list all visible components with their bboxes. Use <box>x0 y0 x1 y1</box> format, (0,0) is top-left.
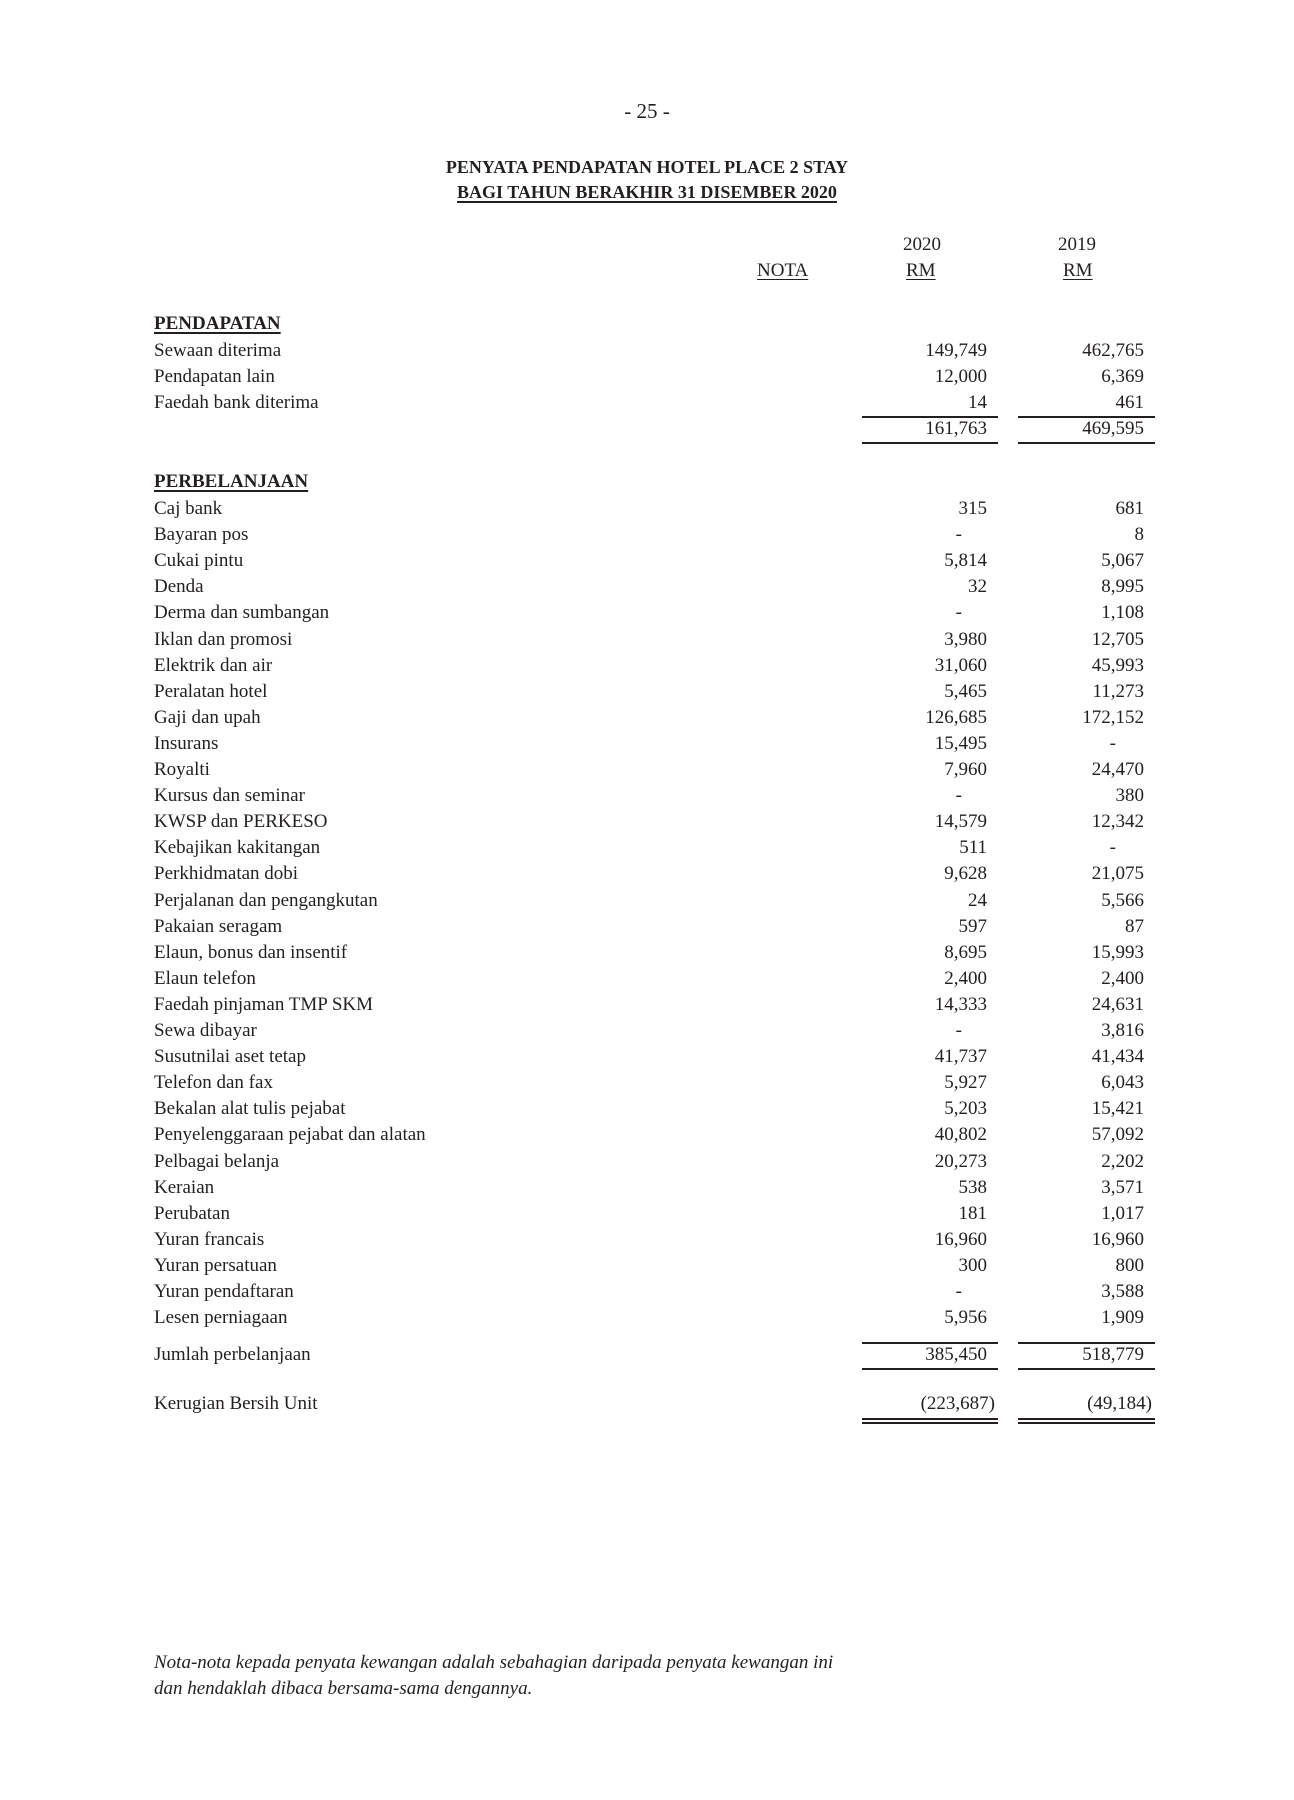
column-header-year-2019: 2019 <box>1058 234 1096 255</box>
value-2020: 538 <box>958 1177 987 1198</box>
row-label: Perjalanan dan pengangkutan <box>154 890 378 911</box>
value-2020: 14,579 <box>934 811 987 832</box>
section-heading-income: PENDAPATAN <box>154 313 281 334</box>
section-heading-expenses: PERBELANJAAN <box>154 471 309 492</box>
row-label: Elaun, bonus dan insentif <box>154 942 348 963</box>
value-2019: 462,765 <box>1082 340 1144 361</box>
table-row <box>0 681 1294 707</box>
value-2020: 5,927 <box>944 1072 987 1093</box>
net-loss-row <box>0 1393 1294 1419</box>
table-row <box>0 1281 1294 1307</box>
table-row <box>0 916 1294 942</box>
value-2020: - <box>955 1281 962 1302</box>
row-label: Cukai pintu <box>154 550 244 571</box>
row-label: Kursus dan seminar <box>154 785 305 806</box>
value-2019: 461 <box>1115 392 1144 413</box>
row-label: Pendapatan lain <box>154 366 275 387</box>
income-total-row <box>0 418 1294 444</box>
total-rule <box>1018 442 1155 444</box>
row-label: Keraian <box>154 1177 215 1198</box>
value-2020: 597 <box>958 916 987 937</box>
value-2019: 5,566 <box>1101 890 1144 911</box>
value-2019: - <box>1109 837 1116 858</box>
value-2020: - <box>955 785 962 806</box>
row-label: Jumlah perbelanjaan <box>154 1344 311 1365</box>
expense-total-2020: 385,450 <box>925 1344 987 1365</box>
value-2019: 57,092 <box>1091 1124 1144 1145</box>
footer-note-line1: Nota-nota kepada penyata kewangan adalah sebahagian daripada penyata kewangan ini <box>154 1652 834 1673</box>
value-2019: 24,631 <box>1091 994 1144 1015</box>
value-2019: 16,960 <box>1091 1229 1144 1250</box>
value-2020: 14 <box>968 392 987 413</box>
value-2019: 1,017 <box>1101 1203 1144 1224</box>
value-2020: 7,960 <box>944 759 987 780</box>
row-label: Perubatan <box>154 1203 230 1224</box>
table-row <box>0 524 1294 550</box>
value-2019: 8 <box>1134 524 1144 545</box>
value-2019: 2,202 <box>1101 1151 1144 1172</box>
value-2020: 126,685 <box>925 707 987 728</box>
row-label: Gaji dan upah <box>154 707 261 728</box>
table-row <box>0 733 1294 759</box>
value-2020: 5,465 <box>944 681 987 702</box>
total-rule <box>862 442 998 444</box>
table-row <box>0 602 1294 628</box>
value-2020: 511 <box>959 837 987 858</box>
table-row <box>0 366 1294 392</box>
value-2019: 8,995 <box>1101 576 1144 597</box>
value-2020: 32 <box>968 576 987 597</box>
value-2019: 3,571 <box>1101 1177 1144 1198</box>
row-label: Elaun telefon <box>154 968 256 989</box>
row-label: Susutnilai aset tetap <box>154 1046 306 1067</box>
table-row <box>0 1124 1294 1150</box>
value-2019: 172,152 <box>1082 707 1144 728</box>
row-label: Derma dan sumbangan <box>154 602 330 623</box>
footer-note-line2: dan hendaklah dibaca bersama-sama dengannya. <box>154 1678 533 1699</box>
value-2019: 380 <box>1115 785 1144 806</box>
value-2019: 11,273 <box>1092 681 1144 702</box>
table-row <box>0 994 1294 1020</box>
value-2019: 2,400 <box>1101 968 1144 989</box>
value-2019: 12,342 <box>1091 811 1144 832</box>
row-label: Bekalan alat tulis pejabat <box>154 1098 346 1119</box>
table-row <box>0 1307 1294 1333</box>
value-2019: 12,705 <box>1091 629 1144 650</box>
column-header-currency-2019: RM <box>1063 260 1093 281</box>
value-2020: 12,000 <box>934 366 987 387</box>
row-label: Kebajikan kakitangan <box>154 837 321 858</box>
row-label: Kerugian Bersih Unit <box>154 1393 318 1414</box>
value-2020: 8,695 <box>944 942 987 963</box>
value-2019: 24,470 <box>1091 759 1144 780</box>
value-2020: 3,980 <box>944 629 987 650</box>
row-label: Iklan dan promosi <box>154 629 293 650</box>
row-label: Telefon dan fax <box>154 1072 273 1093</box>
value-2020: 5,956 <box>944 1307 987 1328</box>
table-row <box>0 968 1294 994</box>
net-loss-2020: (223,687) <box>920 1393 995 1414</box>
value-2020: 2,400 <box>944 968 987 989</box>
value-2020: 181 <box>958 1203 987 1224</box>
table-row <box>0 759 1294 785</box>
value-2020: 31,060 <box>934 655 987 676</box>
statement-title: PENYATA PENDAPATAN HOTEL PLACE 2 STAY <box>445 157 849 177</box>
value-2020: 5,203 <box>944 1098 987 1119</box>
row-label: Yuran persatuan <box>154 1255 277 1276</box>
value-2020: - <box>955 1020 962 1041</box>
value-2020: - <box>955 524 962 545</box>
value-2020: - <box>955 602 962 623</box>
column-header-year-2020: 2020 <box>903 234 941 255</box>
statement-period-text: BAGI TAHUN BERAKHIR 31 DISEMBER 2020 <box>457 182 837 202</box>
table-row <box>0 1098 1294 1124</box>
value-2019: 15,421 <box>1091 1098 1144 1119</box>
value-2020: 149,749 <box>925 340 987 361</box>
row-label: Royalti <box>154 759 210 780</box>
table-row <box>0 1229 1294 1255</box>
value-2020: 315 <box>958 498 987 519</box>
row-label: Penyelenggaraan pejabat dan alatan <box>154 1124 426 1145</box>
value-2019: 3,588 <box>1101 1281 1144 1302</box>
value-2020: 16,960 <box>934 1229 987 1250</box>
value-2020: 15,495 <box>934 733 987 754</box>
value-2019: 800 <box>1115 1255 1144 1276</box>
value-2019: 15,993 <box>1091 942 1144 963</box>
column-header-nota: NOTA <box>757 260 809 281</box>
row-label: Yuran pendaftaran <box>154 1281 294 1302</box>
row-label: Denda <box>154 576 204 597</box>
table-row <box>0 1177 1294 1203</box>
table-row <box>0 340 1294 366</box>
value-2019: 21,075 <box>1091 863 1144 884</box>
value-2019: 6,369 <box>1101 366 1144 387</box>
value-2020: 9,628 <box>944 863 987 884</box>
value-2019: - <box>1109 733 1116 754</box>
value-2019: 87 <box>1125 916 1144 937</box>
table-row <box>0 1255 1294 1281</box>
row-label: Faedah bank diterima <box>154 392 319 413</box>
row-label: Elektrik dan air <box>154 655 273 676</box>
table-row <box>0 863 1294 889</box>
row-label: Yuran francais <box>154 1229 265 1250</box>
value-2020: 14,333 <box>934 994 987 1015</box>
row-label: Bayaran pos <box>154 524 249 545</box>
table-row <box>0 837 1294 863</box>
net-loss-2019: (49,184) <box>1087 1393 1152 1414</box>
table-row <box>0 1203 1294 1229</box>
value-2019: 3,816 <box>1101 1020 1144 1041</box>
column-header-currency-2020: RM <box>906 260 936 281</box>
row-label: Lesen perniagaan <box>154 1307 288 1328</box>
statement-period <box>0 182 1294 203</box>
table-row <box>0 785 1294 811</box>
expense-total-2019: 518,779 <box>1082 1344 1144 1365</box>
value-2019: 5,067 <box>1101 550 1144 571</box>
table-row <box>0 1151 1294 1177</box>
value-2020: 300 <box>958 1255 987 1276</box>
value-2019: 41,434 <box>1091 1046 1144 1067</box>
row-label: Perkhidmatan dobi <box>154 863 299 884</box>
table-row <box>0 811 1294 837</box>
table-row <box>0 629 1294 655</box>
expense-total-row <box>0 1344 1294 1370</box>
table-row <box>0 890 1294 916</box>
total-rule <box>1018 1368 1155 1370</box>
row-label: Caj bank <box>154 498 223 519</box>
table-row <box>0 498 1294 524</box>
value-2020: 40,802 <box>934 1124 987 1145</box>
table-row <box>0 392 1294 418</box>
table-row <box>0 550 1294 576</box>
income-total-2020: 161,763 <box>925 418 987 439</box>
income-total-2019: 469,595 <box>1082 418 1144 439</box>
row-label: Peralatan hotel <box>154 681 268 702</box>
value-2020: 41,737 <box>934 1046 987 1067</box>
double-rule <box>862 1418 998 1424</box>
table-row <box>0 1020 1294 1046</box>
value-2020: 24 <box>968 890 987 911</box>
table-row <box>0 655 1294 681</box>
row-label: Insurans <box>154 733 219 754</box>
value-2019: 1,909 <box>1101 1307 1144 1328</box>
row-label: KWSP dan PERKESO <box>154 811 328 832</box>
value-2019: 681 <box>1115 498 1144 519</box>
value-2019: 1,108 <box>1101 602 1144 623</box>
table-row <box>0 576 1294 602</box>
table-row <box>0 942 1294 968</box>
value-2019: 45,993 <box>1091 655 1144 676</box>
row-label: Pakaian seragam <box>154 916 283 937</box>
row-label: Pelbagai belanja <box>154 1151 280 1172</box>
row-label: Faedah pinjaman TMP SKM <box>154 994 374 1015</box>
row-label: Sewa dibayar <box>154 1020 257 1041</box>
value-2020: 20,273 <box>934 1151 987 1172</box>
page-number: - 25 - <box>624 99 670 123</box>
total-rule <box>862 1368 998 1370</box>
value-2020: 5,814 <box>944 550 987 571</box>
row-label: Sewaan diterima <box>154 340 282 361</box>
table-row <box>0 1072 1294 1098</box>
double-rule <box>1018 1418 1155 1424</box>
table-row <box>0 1046 1294 1072</box>
value-2019: 6,043 <box>1101 1072 1144 1093</box>
table-row <box>0 707 1294 733</box>
